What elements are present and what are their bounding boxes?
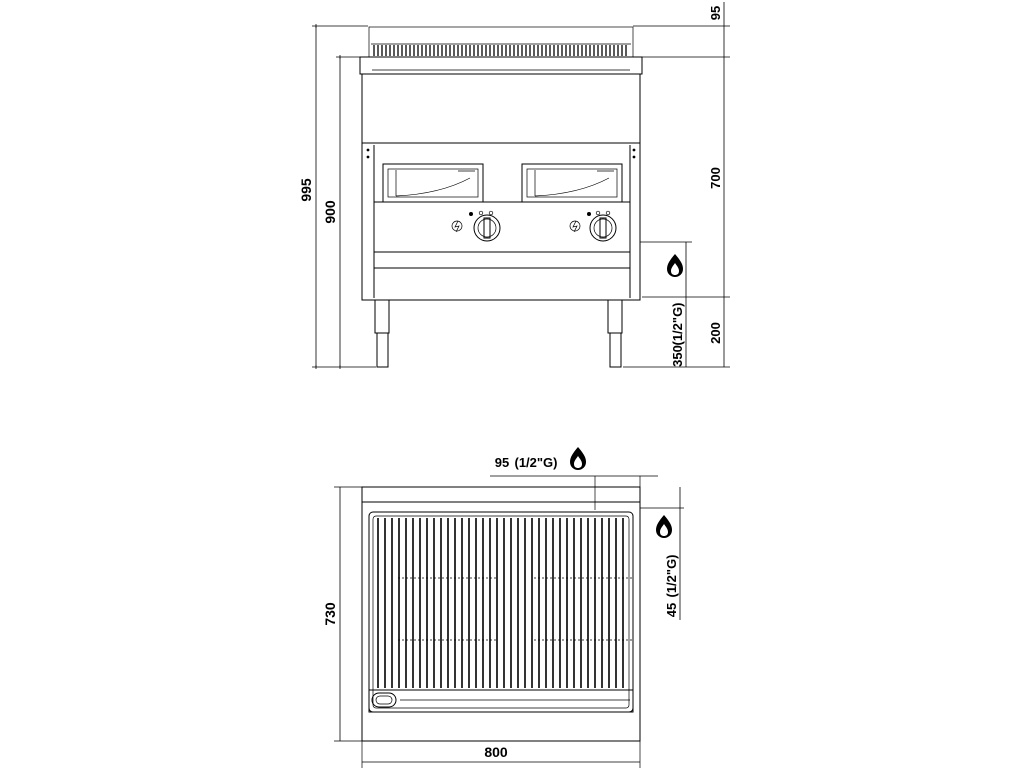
dim-350: 350 <box>670 345 685 367</box>
dim-95-gas: 95 <box>494 455 510 470</box>
left-control-knob <box>452 211 500 241</box>
front-view <box>298 2 730 367</box>
top-gas-inlet-x <box>490 447 658 510</box>
dim-200: 200 <box>708 322 723 344</box>
dim-995: 995 <box>298 178 314 202</box>
front-dimensions-left <box>298 26 376 367</box>
front-legs <box>375 300 622 367</box>
right-control-knob <box>570 211 616 241</box>
dim-800: 800 <box>484 744 508 760</box>
top-view <box>322 447 684 768</box>
dim-45: 45 <box>664 602 679 618</box>
spark-icon <box>573 221 577 232</box>
top-outline <box>362 487 640 741</box>
right-burner-window <box>522 164 622 202</box>
spark-icon <box>455 221 459 232</box>
top-dimension-width <box>362 741 640 768</box>
gas-flame-icon <box>667 254 683 277</box>
dim-700: 700 <box>708 167 723 189</box>
left-burner-window <box>383 164 483 202</box>
dim-900: 900 <box>322 200 338 224</box>
gas-flame-icon <box>656 515 672 538</box>
dim-95-top: 95 <box>708 5 723 21</box>
dim-gas-thread-front: (1/2"G) <box>670 302 685 346</box>
top-gas-inlet-y <box>640 487 684 620</box>
top-dimension-depth <box>322 487 362 741</box>
dim-gas-thread-side: (1/2"G) <box>664 554 679 598</box>
drip-tray <box>369 690 633 712</box>
dim-gas-thread-top: (1/2"G) <box>514 455 558 470</box>
front-grill-grate <box>360 27 642 74</box>
gas-flame-icon <box>570 447 586 470</box>
dim-730: 730 <box>322 602 338 626</box>
top-grill-grate <box>369 512 634 712</box>
front-body <box>362 74 640 300</box>
